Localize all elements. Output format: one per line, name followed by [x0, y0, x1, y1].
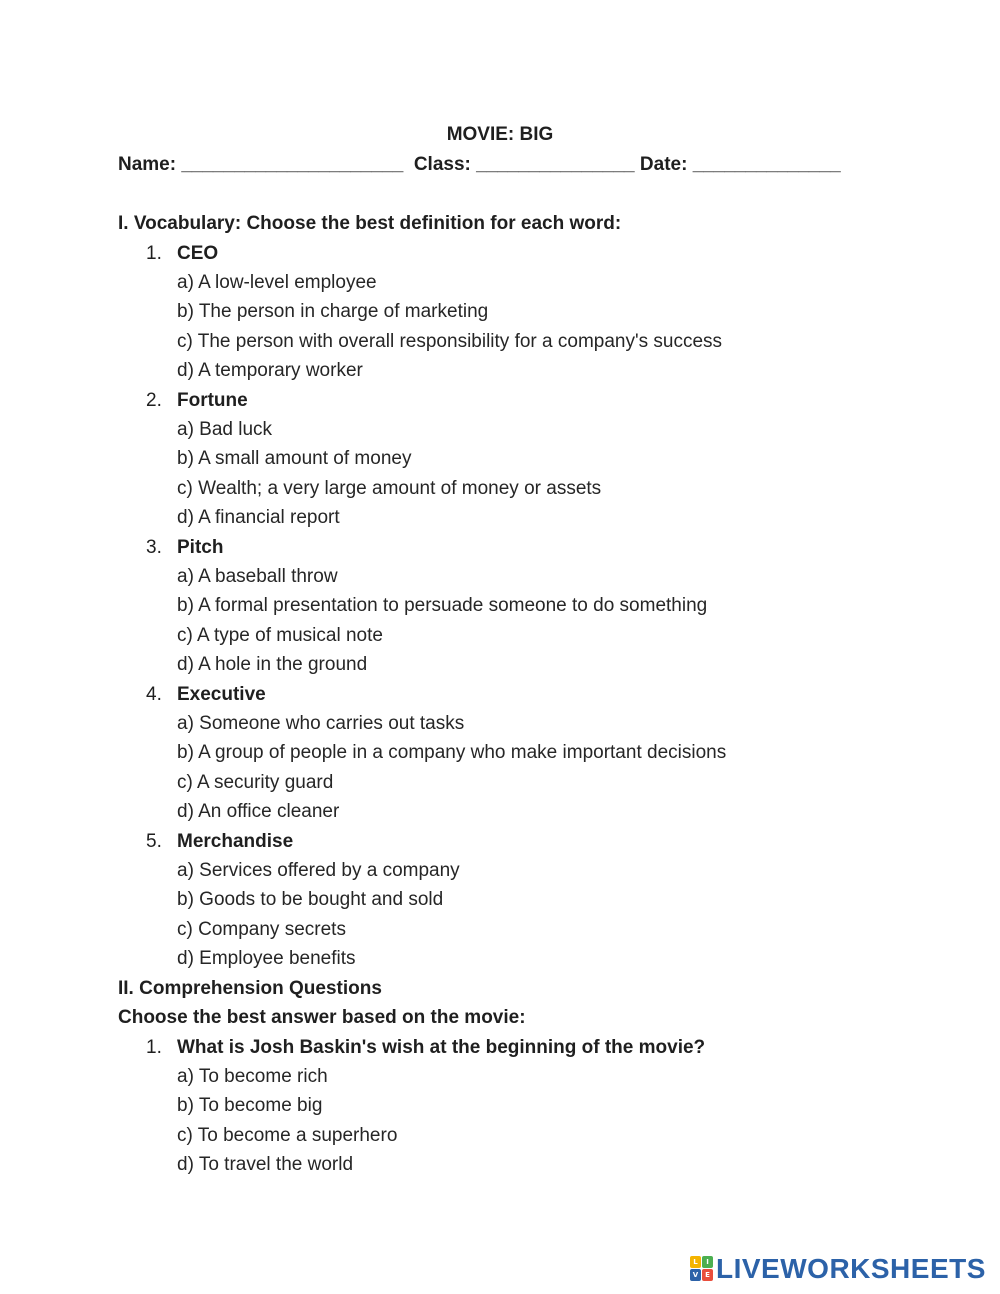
liveworksheets-logo-text: LIVEWORKSHEETS [716, 1253, 986, 1284]
question-text: What is Josh Baskin's wish at the beginning of the movie? [177, 1037, 706, 1058]
vocab-option[interactable]: c) Wealth; a very large amount of money or assets [177, 478, 602, 499]
answer-option[interactable]: a) To become rich [177, 1066, 328, 1087]
vocab-option[interactable]: c) A security guard [177, 772, 334, 793]
section-vocabulary-heading: I. Vocabulary: Choose the best definition for each word: [118, 213, 622, 234]
vocab-item-number: 4. [146, 684, 162, 705]
vocab-option[interactable]: a) Someone who carries out tasks [177, 713, 465, 734]
vocab-word: Merchandise [177, 831, 294, 852]
vocab-option[interactable]: b) A small amount of money [177, 448, 412, 469]
vocab-word: CEO [177, 243, 219, 264]
vocab-option[interactable]: d) A financial report [177, 507, 340, 528]
section-comprehension-heading: II. Comprehension Questions [118, 978, 382, 999]
student-info-line: Name: _____________________ Class: _______________ Date: ______________ [118, 154, 841, 175]
question-number: 1. [146, 1037, 162, 1058]
vocab-option[interactable]: c) A type of musical note [177, 625, 383, 646]
vocab-option[interactable]: d) A temporary worker [177, 360, 363, 381]
vocab-option[interactable]: a) A low-level employee [177, 272, 377, 293]
vocab-item-number: 5. [146, 831, 162, 852]
vocab-word: Pitch [177, 537, 224, 558]
vocab-option[interactable]: a) Services offered by a company [177, 860, 460, 881]
vocab-word: Executive [177, 684, 266, 705]
answer-option[interactable]: c) To become a superhero [177, 1125, 398, 1146]
vocab-option[interactable]: b) A group of people in a company who make important decisions [177, 742, 727, 763]
answer-option[interactable]: d) To travel the world [177, 1154, 354, 1175]
section-comprehension-instructions: Choose the best answer based on the movie: [118, 1007, 526, 1028]
vocab-option[interactable]: d) A hole in the ground [177, 654, 368, 675]
vocab-option[interactable]: d) Employee benefits [177, 948, 356, 969]
vocab-item-number: 3. [146, 537, 162, 558]
logo-letter-l: L [690, 1256, 701, 1268]
vocab-option[interactable]: c) Company secrets [177, 919, 346, 940]
liveworksheets-logo-icon [690, 1256, 714, 1282]
liveworksheets-logo [690, 1254, 986, 1284]
vocab-option[interactable]: b) Goods to be bought and sold [177, 889, 444, 910]
vocab-word: Fortune [177, 390, 248, 411]
vocab-item-number: 1. [146, 243, 162, 264]
logo-letter-e: E [702, 1269, 713, 1281]
vocab-option[interactable]: a) A baseball throw [177, 566, 338, 587]
logo-letter-v: V [690, 1269, 701, 1281]
vocab-item-number: 2. [146, 390, 162, 411]
answer-option[interactable]: b) To become big [177, 1095, 323, 1116]
vocab-option[interactable]: b) The person in charge of marketing [177, 301, 489, 322]
logo-letter-i: I [702, 1256, 713, 1268]
vocab-option[interactable]: c) The person with overall responsibility for a company's success [177, 331, 723, 352]
vocab-option[interactable]: b) A formal presentation to persuade someone to do something [177, 595, 708, 616]
worksheet-title: MOVIE: BIG [446, 124, 554, 145]
vocab-option[interactable]: a) Bad luck [177, 419, 273, 440]
vocab-option[interactable]: d) An office cleaner [177, 801, 340, 822]
